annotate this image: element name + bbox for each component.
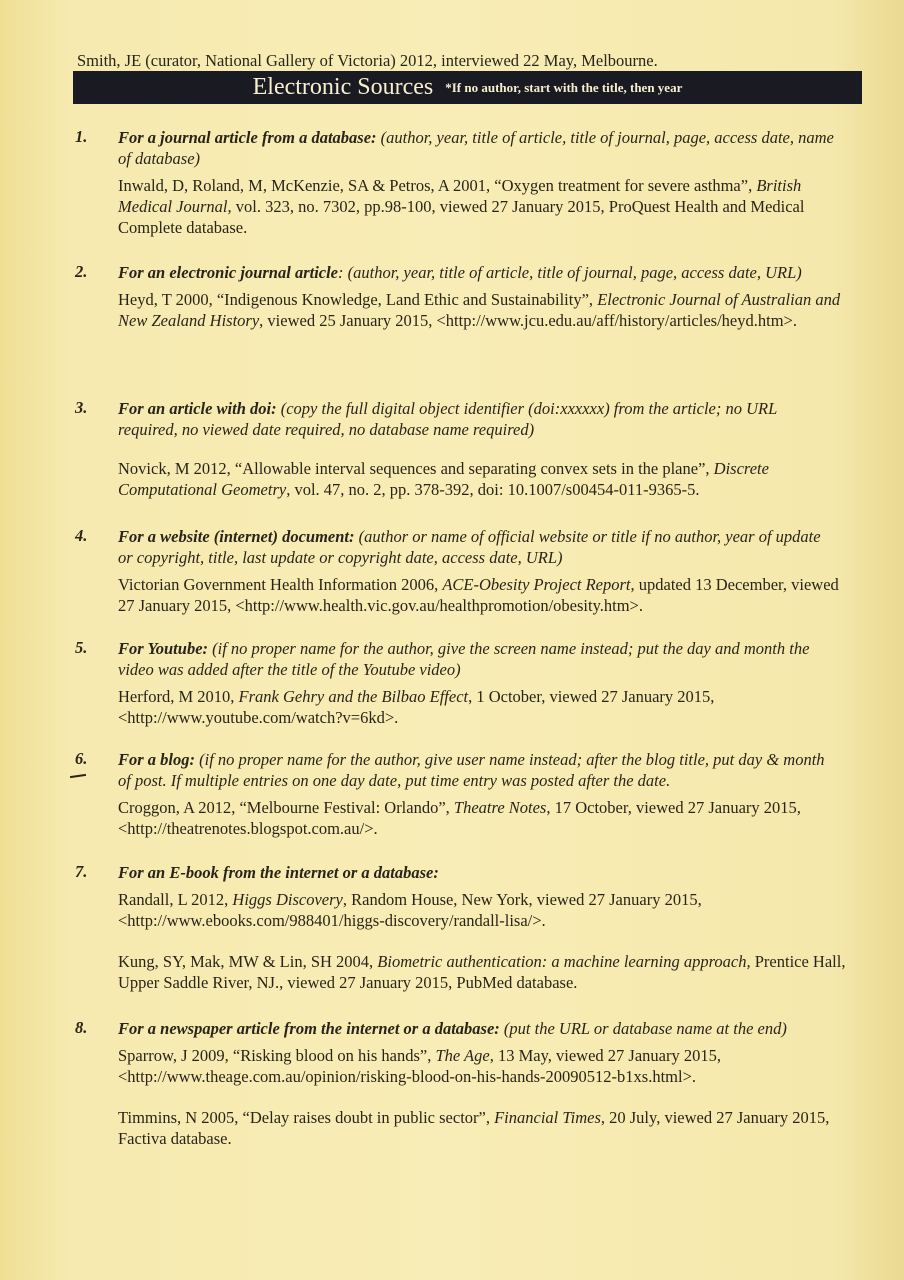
heading-detail: (author, year, title of article, title of journal, page, access date, name of database) xyxy=(118,128,834,168)
citation-entry xyxy=(118,797,858,839)
citation-title: Discrete Computational Geometry xyxy=(118,459,769,499)
citation-text: vol. 323, no. 7302, pp.98-100, viewed 27 January 2015, ProQuest Health and Medical Complete database. xyxy=(118,197,805,237)
heading-label: For an article with doi: xyxy=(118,399,277,418)
banner-title: Electronic Sources xyxy=(252,74,434,100)
heading-label: For a newspaper article from the internet or a database: xyxy=(118,1019,500,1038)
citation-text: Sparrow, J 2009, “Risking blood on his hands”, xyxy=(118,1046,436,1065)
section-heading xyxy=(118,127,838,169)
banner-note: *If no author, start with the title, then year xyxy=(445,79,683,95)
citation-text: , 17 October, viewed 27 January 2015, <http://theatrenotes.blogspot.com.au/>. xyxy=(118,798,801,838)
citation-text: Randall, L 2012, xyxy=(118,890,233,909)
section-4 xyxy=(0,526,904,616)
citation-entry xyxy=(118,458,858,500)
section-number: 6. xyxy=(75,749,88,768)
section-heading xyxy=(118,398,838,440)
section-number: 4. xyxy=(75,526,88,545)
citation-text: , 20 July, viewed 27 January 2015, Factiva database. xyxy=(118,1108,830,1148)
citation-entry xyxy=(118,686,858,728)
heading-label: For an electronic journal article xyxy=(118,263,339,282)
heading-label: For a journal article from a database: xyxy=(118,128,377,147)
section-heading xyxy=(118,1018,838,1039)
heading-detail: (if no proper name for the author, give the screen name instead; put the day and month the video was added after the title of the Youtube video) xyxy=(118,639,810,679)
heading-detail: : (author, year, title of article, title of journal, page, access date, URL) xyxy=(338,263,802,282)
citation-title: Electronic Journal of Australian and New Zealand History xyxy=(118,290,841,330)
section-heading xyxy=(118,638,838,680)
heading-detail: (copy the full digital object identifier (doi:xxxxxx) from the article; no URL required, no viewed date required, no database name required) xyxy=(118,399,777,439)
citation-text: Victorian Government Health Information 2006, xyxy=(118,575,443,594)
section-number: 1. xyxy=(75,127,88,146)
section-number: 2. xyxy=(75,262,88,281)
section-heading xyxy=(118,749,838,791)
section-5 xyxy=(0,638,904,728)
citation-text: Heyd, T 2000, “Indigenous Knowledge, Land Ethic and Sustainability”, xyxy=(118,290,598,309)
section-2 xyxy=(0,262,904,331)
citation-title: Frank Gehry and the Bilbao Effect xyxy=(238,687,469,706)
citation-title: ACE-Obesity Project Report xyxy=(442,575,631,594)
citation-text: Timmins, N 2005, “Delay raises doubt in public sector”, xyxy=(118,1108,495,1127)
section-6 xyxy=(0,749,904,839)
heading-detail: (author or name of official website or title if no author, year of update or copyright, title, last update or copyright date, access date, URL) xyxy=(118,527,821,567)
citation-entry xyxy=(118,175,858,238)
citation-title: Higgs Discovery xyxy=(232,890,343,909)
section-heading xyxy=(118,862,838,883)
heading-label: For Youtube: xyxy=(118,639,209,658)
section-number: 5. xyxy=(75,638,88,657)
citation-text: Croggon, A 2012, “Melbourne Festival: Orlando”, xyxy=(118,798,454,817)
heading-label: For a website (internet) document: xyxy=(118,527,355,546)
citation-entry xyxy=(118,1107,858,1149)
section-number: 8. xyxy=(75,1018,88,1037)
citation-entry xyxy=(118,889,858,931)
citation-entry xyxy=(118,951,858,993)
citation-text: Inwald, D, Roland, M, McKenzie, SA & Petros, A 2001, “Oxygen treatment for severe asthma”, xyxy=(118,176,757,195)
citation-title: Theatre Notes xyxy=(453,798,547,817)
citation-text: , vol. 47, no. 2, pp. 378-392, doi: 10.1007/s00454-011-9365-5. xyxy=(286,480,700,499)
section-3 xyxy=(0,398,904,500)
section-number: 7. xyxy=(75,862,88,881)
citation-entry xyxy=(118,574,858,616)
heading-label: For an E-book from the internet or a database: xyxy=(118,863,439,882)
citation-title: Financial Times xyxy=(494,1108,601,1127)
margin-mark xyxy=(70,774,86,778)
heading-detail: (if no proper name for the author, give user name instead; after the blog title, put day & month of post. If multiple entries on one day date, put time entry was posted after the date. xyxy=(118,750,825,790)
section-8 xyxy=(0,1018,904,1149)
citation-text: Novick, M 2012, “Allowable interval sequences and separating convex sets in the plane”, xyxy=(118,459,714,478)
header-citation-line: Smith, JE (curator, National Gallery of Victoria) 2012, interviewed 22 May, Melbourne. xyxy=(77,51,658,70)
citation-text: , 13 May, viewed 27 January 2015, <http://www.theage.com.au/opinion/risking-blood-on-his-hands-20090512-b1xs.html>. xyxy=(118,1046,721,1086)
citation-text: , updated 13 December, viewed 27 January 2015, <http://www.health.vic.gov.au/healthpromotion/obesity.htm>. xyxy=(118,575,839,615)
citation-title: The Age xyxy=(435,1046,490,1065)
section-number: 3. xyxy=(75,398,88,417)
citation-text: , viewed 25 January 2015, <http://www.jcu.edu.au/aff/history/articles/heyd.htm>. xyxy=(259,311,797,330)
citation-title: Biometric authentication: a machine learning approach, xyxy=(377,952,751,971)
citation-text: , 1 October, viewed 27 January 2015, <http://www.youtube.com/watch?v=6kd>. xyxy=(118,687,715,727)
section-banner xyxy=(73,71,862,104)
heading-detail: (put the URL or database name at the end) xyxy=(499,1019,787,1038)
citation-entry xyxy=(118,289,858,331)
heading-label: For a blog: xyxy=(118,750,196,769)
citation-text: Prentice Hall, Upper Saddle River, NJ., viewed 27 January 2015, PubMed database. xyxy=(118,952,846,992)
citation-text: Kung, SY, Mak, MW & Lin, SH 2004, xyxy=(118,952,378,971)
citation-title: British Medical Journal, xyxy=(118,176,802,216)
citation-text: Herford, M 2010, xyxy=(118,687,239,706)
citation-text: , Random House, New York, viewed 27 January 2015, <http://www.ebooks.com/988401/higgs-discovery/randall-lisa/>. xyxy=(118,890,702,930)
section-1 xyxy=(0,127,904,238)
section-7 xyxy=(0,862,904,993)
section-heading xyxy=(118,526,838,568)
section-heading xyxy=(118,262,838,283)
citation-entry xyxy=(118,1045,858,1087)
